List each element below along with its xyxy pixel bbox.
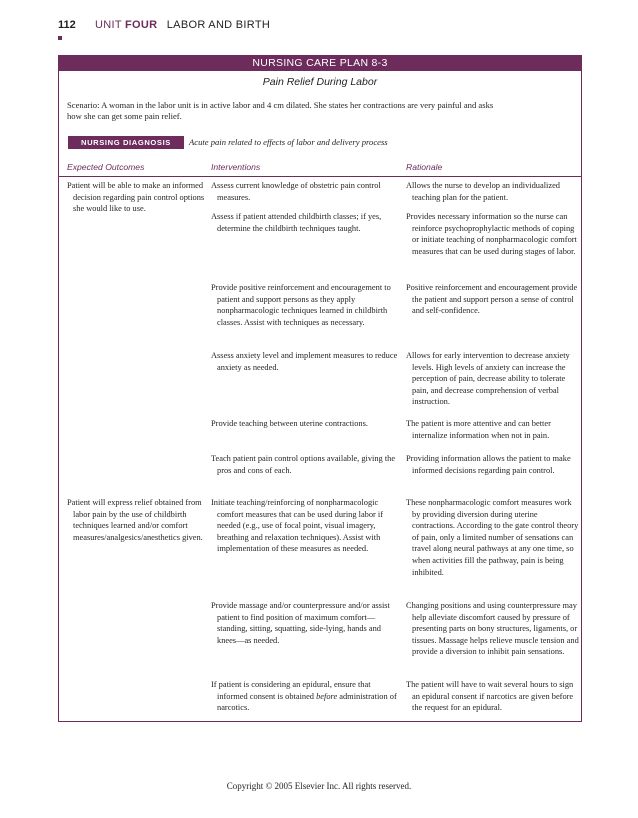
scenario-text: Scenario: A woman in the labor unit is in active labor and 4 cm dilated. She states her contractions are very painful and asks how she can get some pain relief. <box>67 100 494 121</box>
care-plan-subtitle: Pain Relief During Labor <box>262 76 378 88</box>
intervention-9-emphasis: before <box>316 691 338 701</box>
rationale-4: Allows for early intervention to decrease anxiety levels. High levels of anxiety can increase the perception of pain, decrease ability to tolerate pain, and decrease comprehension of verbal instruction. <box>406 351 570 407</box>
intervention-5: Provide teaching between uterine contractions. <box>211 419 368 428</box>
header-square-marker <box>58 36 62 40</box>
intervention-3: Provide positive reinforcement and encouragement to patient and support persons as they apply nonpharmacologic techniques learned in childbirth classes. Assist with techniques as necessary. <box>211 283 391 327</box>
rationale-5: The patient is more attentive and can better internalize information when not in pain. <box>406 419 551 440</box>
intervention-9 <box>211 679 399 714</box>
care-plan-title: NURSING CARE PLAN 8-3 <box>59 56 581 71</box>
intervention-6: Teach patient pain control options available, giving the pros and cons of each. <box>211 454 396 475</box>
header-divider <box>59 176 581 177</box>
outcome-1: Patient will be able to make an informed decision regarding pain control options she would like to use. <box>67 181 205 214</box>
nursing-diagnosis-badge: NURSING DIAGNOSIS <box>68 136 184 149</box>
unit-number: FOUR <box>125 19 158 31</box>
intervention-4: Assess anxiety level and implement measures to reduce anxiety as needed. <box>211 351 398 372</box>
outcome-2: Patient will express relief obtained from labor pain by the use of childbirth techniques learned and/or comfort measures/analgesics/anesthetics given. <box>67 498 203 542</box>
rationale-8: Changing positions and using counterpressure may help alleviate discomfort caused by pressure of presenting parts on bony structures, ligaments, or tissues. Massage helps relieve muscle tension and provide a diversion to inhibit pain sensations. <box>406 601 579 657</box>
rationale-9: The patient will have to wait several hours to sign an epidural consent if narcotics are given before the request for an epidural. <box>406 680 574 713</box>
column-header-interventions: Interventions <box>211 162 261 172</box>
unit-title: LABOR AND BIRTH <box>166 19 271 31</box>
intervention-9-text-start: If patient is considering an epidural, ensure that informed consent is obtained <box>211 680 371 701</box>
intervention-1: Assess current knowledge of obstetric pain control measures. <box>211 181 381 202</box>
column-header-outcomes: Expected Outcomes <box>67 162 145 172</box>
intervention-8: Provide massage and/or counterpressure and/or assist patient to find position of maximum comfort—standing, sitting, squatting, side-lying, hands and knees—as needed. <box>211 601 390 645</box>
care-plan-box <box>58 55 582 722</box>
column-header-rationale: Rationale <box>406 162 443 172</box>
running-header <box>95 19 270 31</box>
intervention-7: Initiate teaching/reinforcing of nonpharmacologic comfort measures that can be used during labor if needed (e.g., use of focal point, visual imagery, breathing and relaxation techniques). Assist with implementation of these measures as needed. <box>211 498 384 554</box>
page-number: 112 <box>58 19 76 31</box>
intervention-9-text-end: administration of narcotics. <box>217 691 397 713</box>
rationale-7: These nonpharmacologic comfort measures work by providing diversion during uterine contractions. According to the gate control theory of pain, only a limited number of sensations can travel along neural pathways at any one time, so when activities fill the pathway, pain is being inhibited. <box>406 498 579 577</box>
copyright-notice: Copyright © 2005 Elsevier Inc. All rights reserved. <box>226 781 412 791</box>
rationale-1: Allows the nurse to develop an individualized teaching plan for the patient. <box>406 181 560 202</box>
rationale-6: Providing information allows the patient to make informed decisions regarding pain control. <box>406 454 571 475</box>
intervention-2: Assess if patient attended childbirth classes; if yes, determine the childbirth techniques taught. <box>211 212 382 233</box>
rationale-2: Provides necessary information so the nurse can reinforce psychoprophylactic methods of coping or initiate teaching of nonpharmacologic comfort measures that can be used during stages of labor. <box>406 212 577 256</box>
rationale-3: Positive reinforcement and encouragement provide the patient and support person a sense of control and self-confidence. <box>406 283 578 316</box>
nursing-diagnosis-text: Acute pain related to effects of labor and delivery process <box>189 137 388 147</box>
unit-word: UNIT <box>95 19 122 31</box>
